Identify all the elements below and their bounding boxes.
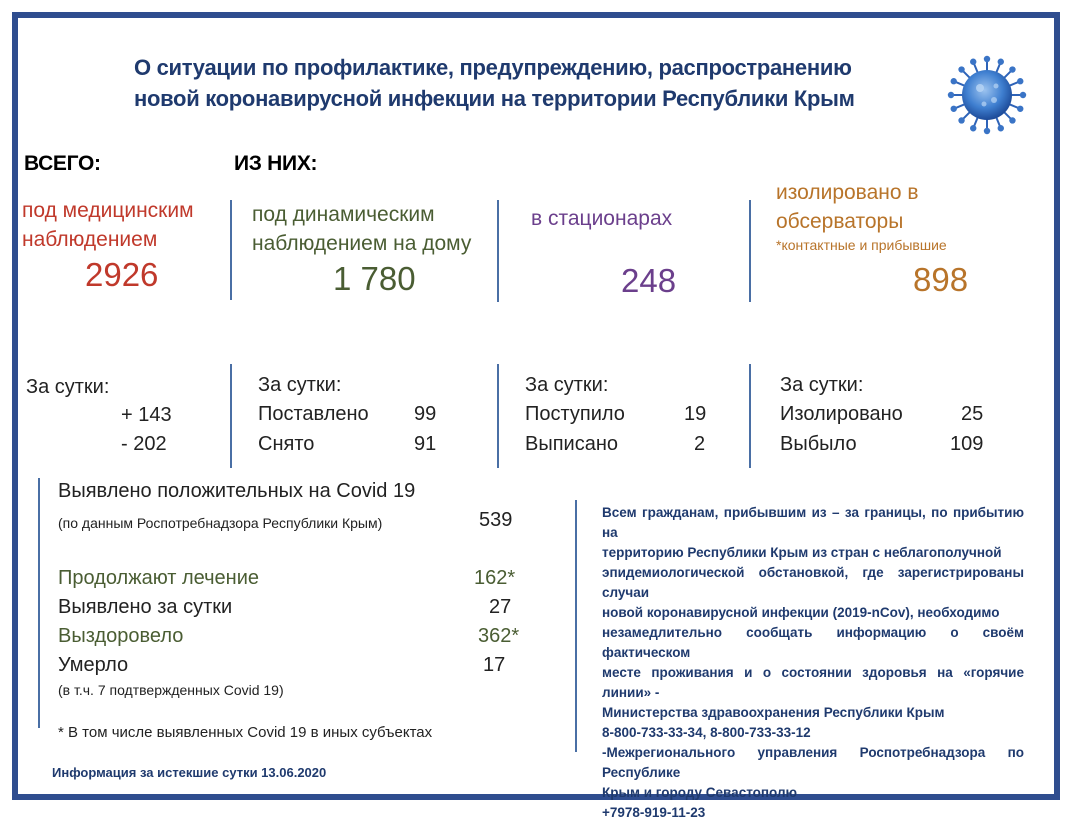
observatory-value: 898	[913, 261, 969, 298]
covid-recovered-label: Выздоровело	[58, 625, 184, 647]
coronavirus-icon	[944, 52, 1030, 138]
notice-ministry: Министерства здравоохранения Республики Крым	[602, 705, 945, 720]
page-title	[134, 52, 855, 114]
home-label-line-1: под динамическим	[252, 203, 435, 226]
hospital-label: в стационарах	[531, 207, 673, 230]
daily-observatory-row1-label: Изолировано	[780, 403, 903, 425]
daily-observatory-row2-label: Выбыло	[780, 433, 857, 455]
divider-4	[230, 364, 232, 468]
daily-hospital-row1-label: Поступило	[525, 403, 625, 425]
daily-observatory-label: За сутки:	[780, 374, 864, 396]
divider-2	[497, 200, 499, 302]
covid-day-label: Выявлено за сутки	[58, 596, 233, 618]
hotline-notice	[602, 503, 1024, 823]
daily-medical-label: За сутки:	[26, 376, 110, 398]
covid-detected-value: 539	[479, 509, 513, 531]
notice-rospotreb-1: -Межрегионального управления Роспотребнадзора по Республике	[602, 745, 1024, 780]
notice-line: месте проживания и о состоянии здоровья на «горячие линии» -	[602, 665, 1024, 700]
notice-line: эпидемиологической обстановкой, где зарегистрированы случаи	[602, 565, 1024, 600]
daily-hospital-row2-label: Выписано	[525, 433, 619, 455]
footer-date: Информация за истекшие сутки 13.06.2020	[52, 765, 327, 780]
notice-line: незамедлительно сообщать информацию о своём фактическом	[602, 625, 1024, 660]
covid-source: (по данным Роспотребнадзора Республики Крым)	[58, 515, 383, 531]
covid-treatment-value: 162*	[474, 567, 516, 589]
home-label-line-2: наблюдением на дому	[252, 232, 472, 255]
covid-footnote: * В том числе выявленных Covid 19 в иных субъектах	[58, 724, 433, 741]
daily-hospital-label: За сутки:	[525, 374, 609, 396]
covid-died-note: (в т.ч. 7 подтвержденных Covid 19)	[58, 682, 284, 698]
daily-hospital-row2-value: 2	[694, 433, 706, 455]
covid-recovered-value: 362*	[478, 625, 520, 647]
divider-5	[497, 364, 499, 468]
header-total: ВСЕГО:	[24, 152, 101, 175]
medical-value: 2926	[85, 256, 159, 293]
observatory-label	[776, 178, 919, 236]
notice-line: территорию Республики Крым из стран с неблагополучной	[602, 545, 1002, 560]
daily-home-label: За сутки:	[258, 374, 342, 396]
daily-medical-plus: + 143	[121, 404, 172, 426]
medical-label-line-1: под медицинским	[22, 199, 194, 222]
observatory-note: *контактные и прибывшие	[776, 237, 947, 253]
home-label	[252, 200, 471, 258]
notice-phones-1: 8-800-733-33-34, 8-800-733-33-12	[602, 725, 811, 740]
divider-3	[749, 200, 751, 302]
notice-line: новой коронавирусной инфекции (2019-nCov), необходимо	[602, 605, 1000, 620]
daily-observatory-row1-value: 25	[961, 403, 984, 425]
medical-label-line-2: наблюдением	[22, 228, 158, 251]
notice-phone-2: +7978-919-11-23	[602, 805, 706, 820]
notice-rospotreb-2: Крым и городу Севастополю	[602, 785, 798, 800]
divider-covid	[38, 478, 40, 728]
covid-died-label: Умерло	[58, 654, 129, 676]
divider-1	[230, 200, 232, 300]
daily-hospital-row1-value: 19	[684, 403, 707, 425]
hospital-value: 248	[621, 262, 677, 299]
home-value: 1 780	[333, 260, 416, 297]
daily-medical-minus: - 202	[121, 433, 167, 455]
daily-home-row2-value: 91	[414, 433, 437, 455]
notice-line: Всем гражданам, прибывшим из – за границы, по прибытию на	[602, 505, 1024, 540]
divider-6	[749, 364, 751, 468]
daily-home-row1-label: Поставлено	[258, 403, 369, 425]
daily-observatory-row2-value: 109	[950, 433, 984, 455]
title-line-1: О ситуации по профилактике, предупреждению, распространению	[134, 55, 852, 80]
covid-detected-label: Выявлено положительных на Covid 19	[58, 480, 416, 502]
daily-home-row2-label: Снято	[258, 433, 315, 455]
observatory-label-line-2: обсерваторы	[776, 210, 904, 233]
daily-home-row1-value: 99	[414, 403, 437, 425]
header-of-them: ИЗ НИХ:	[234, 152, 318, 175]
covid-died-value: 17	[483, 654, 506, 676]
observatory-label-line-1: изолировано в	[776, 181, 919, 204]
covid-treatment-label: Продолжают лечение	[58, 567, 259, 589]
divider-notice	[575, 500, 577, 752]
covid-day-value: 27	[489, 596, 512, 618]
medical-label	[22, 196, 194, 254]
title-line-2: новой коронавирусной инфекции на территории Республики Крым	[134, 86, 855, 111]
